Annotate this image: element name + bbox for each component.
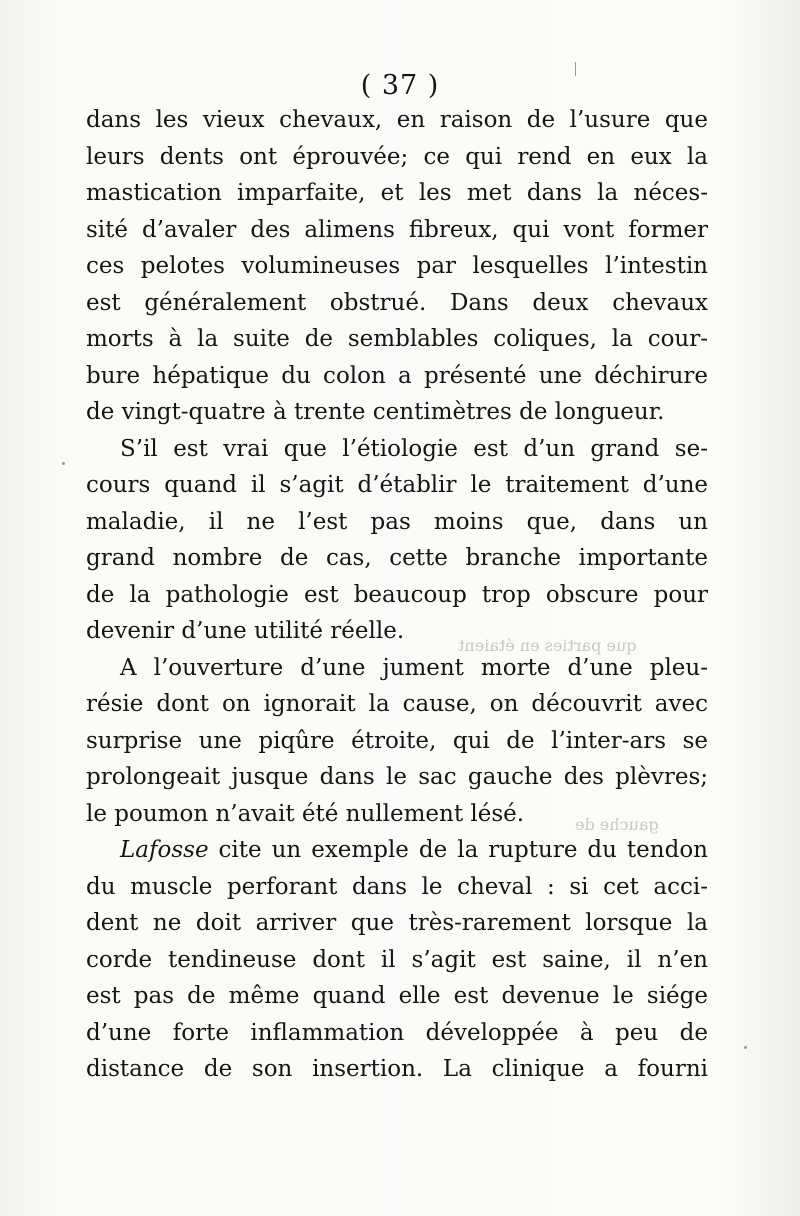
text-line: devenir d’une utilité réelle. (86, 618, 405, 644)
text-line: surprise une piqûre étroite, qui de l’inter-ars se (86, 727, 708, 754)
text-line: de vingt-quatre à trente centimètres de longueur. (86, 399, 665, 425)
text-line: distance de son insertion. La clinique a fourni (86, 1056, 708, 1082)
text-line: dans les vieux chevaux, en raison de l’usure que (86, 107, 708, 133)
text-line: le poumon n’avait été nullement lésé. (86, 800, 525, 827)
text-line: dent ne doit arriver que très-rarement lorsque la (86, 910, 708, 936)
text-line: est généralement obstrué. Dans deux chevaux (86, 289, 708, 316)
text-line: est pas de même quand elle est devenue le siége (86, 983, 708, 1009)
bleed-through-text: que parties en étaient (458, 636, 637, 655)
text-line: grand nombre de cas, cette branche importante (86, 545, 708, 571)
text-line: d’une forte inflammation développée à peu de (86, 1019, 708, 1046)
text-line (86, 832, 708, 869)
margin-dot (62, 462, 65, 465)
text-line: sité d’avaler des alimens fibreux, qui vont former (86, 216, 708, 243)
text-line: bure hépatique du colon a présenté une déchirure (86, 362, 708, 389)
page-number: ( 37 ) (360, 70, 440, 101)
text-line: cours quand il s’agit d’établir le traitement d’une (86, 472, 708, 498)
text-line: de la pathologie est beaucoup trop obscure pour (86, 581, 708, 608)
bleed-through-text: gauche de (575, 815, 659, 834)
margin-dot (744, 1046, 747, 1049)
author-name: Lafosse (120, 837, 209, 863)
text-line: leurs dents ont éprouvée; ce qui rend en eux la (86, 143, 708, 170)
text-line: corde tendineuse dont il s’agit est saine, il n’en (86, 946, 708, 973)
text-line: A l’ouverture d’une jument morte d’une pleu- (120, 654, 708, 681)
text-line: ces pelotes volumineuses par lesquelles l’intestin (86, 253, 708, 279)
text-line: du muscle perforant dans le cheval : si cet acci- (86, 873, 708, 900)
text-line: mastication imparfaite, et les met dans la néces- (86, 180, 708, 206)
text-line: S’il est vrai que l’étiologie est d’un grand se- (120, 435, 708, 462)
text-line: morts à la suite de semblables coliques, la cour- (86, 326, 708, 352)
text-line: maladie, il ne l’est pas moins que, dans un (86, 508, 708, 535)
text-line: prolongeait jusque dans le sac gauche des plèvres; (86, 764, 708, 790)
body-text (86, 102, 708, 1088)
text-line-rest: cite un exemple de la rupture du tendon (208, 837, 708, 863)
text-line: résie dont on ignorait la cause, on découvrit avec (86, 691, 708, 717)
